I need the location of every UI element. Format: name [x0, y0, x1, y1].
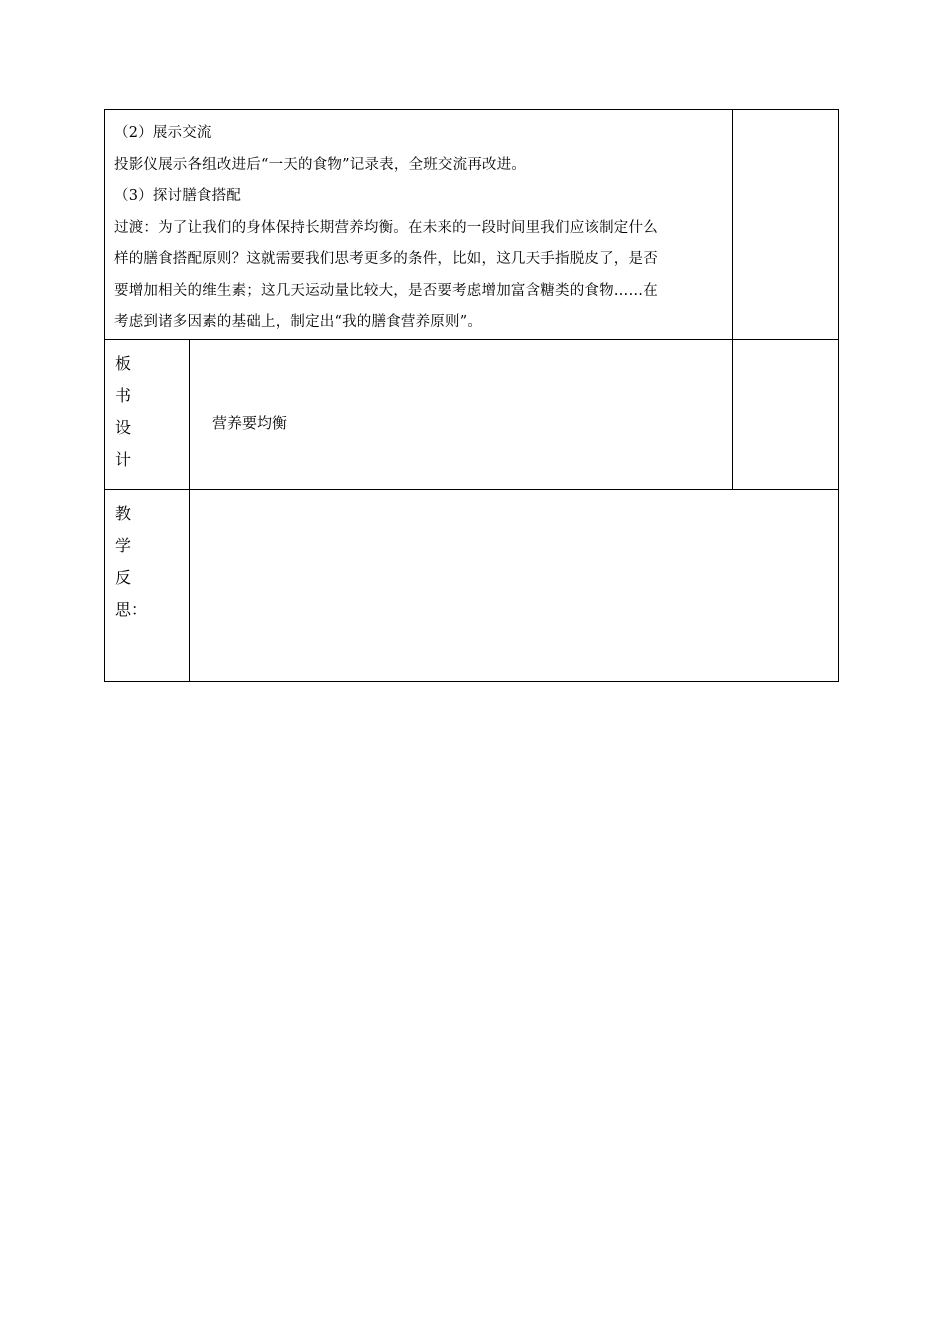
board-design-content-cell — [190, 339, 733, 489]
board-label-char-4: 计 — [115, 449, 132, 469]
reflection-label-char-1: 教 — [115, 503, 132, 523]
board-design-label — [105, 339, 190, 489]
process-side-cell — [733, 110, 839, 340]
process-line-1: （2）展示交流 — [114, 125, 212, 141]
board-label-char-3: 设 — [115, 417, 132, 437]
board-label-char-2: 书 — [115, 385, 132, 405]
process-line-5: 样的膳食搭配原则？这就需要我们思考更多的条件，比如，这几天手指脱皮了，是否 — [114, 251, 658, 267]
process-line-6: 要增加相关的维生素；这几天运动量比较大，是否要考虑增加富含糖类的食物……在 — [114, 282, 658, 299]
process-line-3: （3）探讨膳食搭配 — [114, 188, 242, 204]
process-line-4: 过渡：为了让我们的身体保持长期营养均衡。在未来的一段时间里我们应该制定什么 — [114, 219, 658, 236]
process-content-cell — [105, 110, 733, 340]
board-label-char-1: 板 — [115, 353, 132, 373]
reflection-label-char-2: 学 — [115, 535, 132, 555]
board-design-text: 营养要均衡 — [212, 413, 288, 432]
reflection-label — [105, 489, 190, 681]
reflection-label-char-4: 思： — [115, 599, 148, 619]
lesson-plan-table — [104, 109, 839, 682]
reflection-label-char-3: 反 — [115, 567, 132, 587]
process-row — [105, 110, 839, 340]
process-line-7: 考虑到诸多因素的基础上，制定出“我的膳食营养原则”。 — [114, 314, 483, 330]
board-design-row — [105, 339, 839, 489]
process-line-2: 投影仪展示各组改进后“一天的食物”记录表，全班交流再改进。 — [114, 156, 527, 173]
board-side-cell — [733, 339, 839, 489]
reflection-row — [105, 489, 839, 681]
reflection-content-cell — [190, 489, 839, 681]
